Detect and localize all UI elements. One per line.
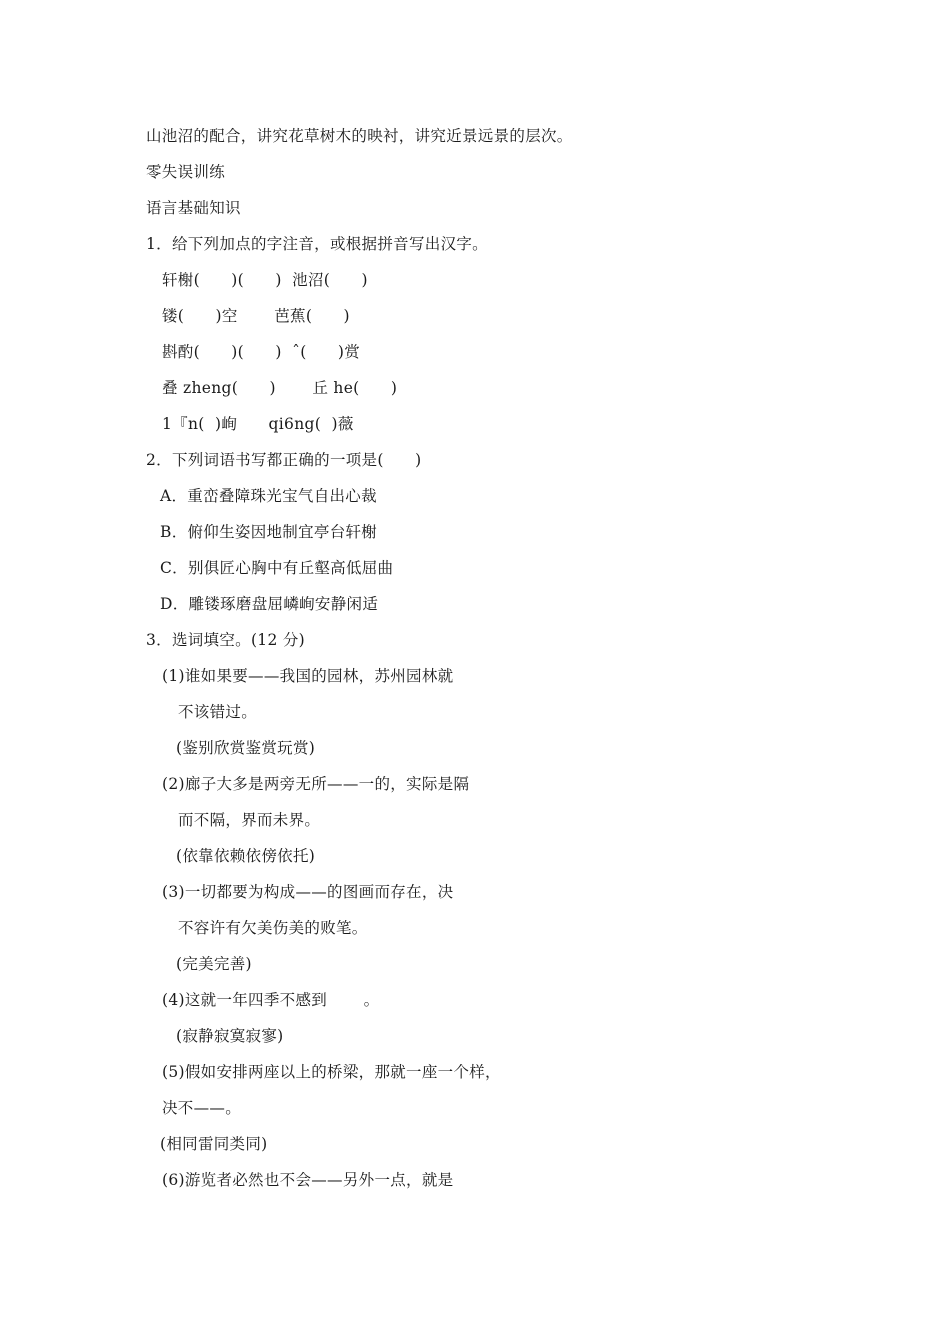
text-line-22: (3)一切都要为构成——的图画而存在，决 — [162, 883, 454, 901]
text-line-21: (依靠依赖依傍依托) — [176, 847, 316, 865]
text-line-9: 1『n( )峋 qi6ng( )薇 — [162, 415, 354, 433]
text-line-20: 而不隔，界而未界。 — [178, 811, 321, 829]
text-line-5: 轩榭( )( ) 池沼( ) — [162, 271, 368, 289]
text-line-2: 零失误训练 — [146, 163, 226, 181]
text-line-12: B．俯仰生姿因地制宜亭台轩榭 — [160, 523, 378, 541]
text-line-30: (6)游览者必然也不会——另外一点，就是 — [162, 1171, 454, 1189]
text-line-13: C．别俱匠心胸中有丘壑高低屈曲 — [160, 559, 394, 577]
text-line-8: 叠 zheng( ) 丘 he( ) — [162, 379, 398, 397]
text-line-6: 镂( )空 芭蕉( ) — [162, 307, 350, 325]
text-line-7: 斟酌( )( ) ˆ( )赏 — [162, 343, 361, 361]
text-line-28: 决不——。 — [162, 1099, 242, 1117]
text-line-10: 2．下列词语书写都正确的一项是( ) — [146, 451, 422, 469]
text-line-11: A．重峦叠障珠光宝气自出心裁 — [160, 487, 377, 505]
text-line-18: (鉴别欣赏鉴赏玩赏) — [176, 739, 316, 757]
text-line-25: (4)这就一年四季不感到 。 — [162, 991, 380, 1009]
text-line-24: (完美完善) — [176, 955, 252, 973]
text-line-27: (5)假如安排两座以上的桥梁，那就一座一个样， — [162, 1063, 501, 1081]
text-line-19: (2)廊子大多是两旁无所——一的，实际是隔 — [162, 775, 470, 793]
text-line-4: 1．给下列加点的字注音，或根据拼音写出汉字。 — [146, 235, 488, 253]
text-line-17: 不该错过。 — [178, 703, 258, 721]
text-line-3: 语言基础知识 — [146, 199, 241, 217]
text-line-16: (1)谁如果要——我国的园林，苏州园林就 — [162, 667, 454, 685]
text-line-29: (相同雷同类同) — [160, 1135, 268, 1153]
text-line-14: D．雕镂琢磨盘屈嶙峋安静闲适 — [160, 595, 379, 613]
text-line-15: 3．选词填空。(12 分) — [146, 631, 306, 649]
text-line-1: 山池沼的配合，讲究花草树木的映衬，讲究近景远景的层次。 — [146, 127, 573, 145]
text-line-26: (寂静寂寞寂寥) — [176, 1027, 284, 1045]
text-line-23: 不容许有欠美伤美的败笔。 — [178, 919, 368, 937]
